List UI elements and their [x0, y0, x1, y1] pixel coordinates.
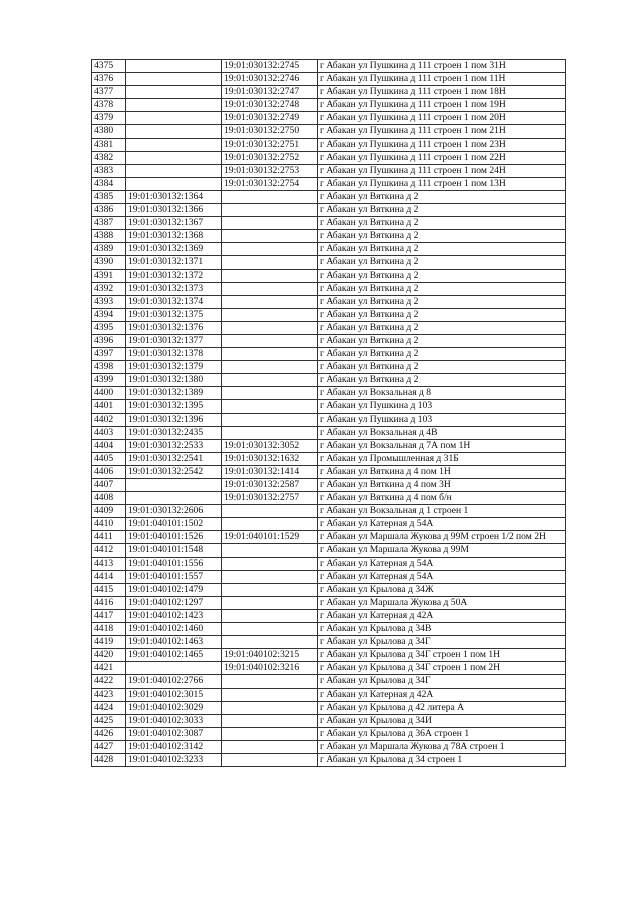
address-cell: г Абакан ул Крылова д 34Г: [318, 636, 566, 649]
building-cadastral-number-cell: [222, 701, 318, 714]
cadastral-number-cell: 19:01:030132:1389: [126, 387, 222, 400]
table-row: [92, 269, 566, 282]
building-cadastral-number-cell: [222, 596, 318, 609]
row-number-cell: 4391: [92, 269, 126, 282]
row-number-cell: 4403: [92, 426, 126, 439]
address-cell: г Абакан ул Пушкина д 111 строен 1 пом 23Н: [318, 138, 566, 151]
cadastral-number-cell: 19:01:030132:1371: [126, 256, 222, 269]
address-cell: г Абакан ул Пушкина д 111 строен 1 пом 22Н: [318, 151, 566, 164]
table-row: [92, 138, 566, 151]
row-number-cell: 4412: [92, 544, 126, 557]
cadastral-number-cell: [126, 60, 222, 73]
row-number-cell: 4378: [92, 99, 126, 112]
address-cell: г Абакан ул Пушкина д 111 строен 1 пом 20Н: [318, 112, 566, 125]
building-cadastral-number-cell: [222, 505, 318, 518]
document-page: [91, 59, 565, 767]
table-row: [92, 544, 566, 557]
cadastral-number-cell: 19:01:040102:3015: [126, 688, 222, 701]
address-cell: г Абакан ул Маршала Жукова д 99М: [318, 544, 566, 557]
table-row: [92, 609, 566, 622]
address-cell: г Абакан ул Пушкина д 111 строен 1 пом 13Н: [318, 177, 566, 190]
address-cell: г Абакан ул Вяткина д 2: [318, 269, 566, 282]
building-cadastral-number-cell: 19:01:030132:2746: [222, 73, 318, 86]
table-row: [92, 334, 566, 347]
building-cadastral-number-cell: [222, 269, 318, 282]
table-row: [92, 452, 566, 465]
address-cell: г Абакан ул Вяткина д 2: [318, 308, 566, 321]
building-cadastral-number-cell: 19:01:030132:1414: [222, 465, 318, 478]
table-row: [92, 675, 566, 688]
cadastral-number-cell: 19:01:040101:1526: [126, 531, 222, 544]
cadastral-number-cell: [126, 86, 222, 99]
cadastral-number-cell: 19:01:040102:1423: [126, 609, 222, 622]
cadastral-number-cell: 19:01:030132:2541: [126, 452, 222, 465]
address-cell: г Абакан ул Вокзальная д 4В: [318, 426, 566, 439]
building-cadastral-number-cell: [222, 623, 318, 636]
table-row: [92, 190, 566, 203]
cadastral-number-cell: [126, 125, 222, 138]
address-cell: г Абакан ул Промышленная д 31Б: [318, 452, 566, 465]
building-cadastral-number-cell: [222, 308, 318, 321]
cadastral-number-cell: 19:01:040102:1460: [126, 623, 222, 636]
cadastral-number-cell: 19:01:030132:1368: [126, 230, 222, 243]
row-number-cell: 4414: [92, 570, 126, 583]
table-row: [92, 413, 566, 426]
cadastral-number-cell: 19:01:030132:1377: [126, 334, 222, 347]
row-number-cell: 4402: [92, 413, 126, 426]
table-row: [92, 60, 566, 73]
building-cadastral-number-cell: [222, 230, 318, 243]
row-number-cell: 4418: [92, 623, 126, 636]
cadastral-number-cell: 19:01:030132:1369: [126, 243, 222, 256]
row-number-cell: 4427: [92, 740, 126, 753]
cadastral-number-cell: 19:01:040101:1502: [126, 518, 222, 531]
address-cell: г Абакан ул Вяткина д 4 пом 3Н: [318, 479, 566, 492]
table-row: [92, 596, 566, 609]
table-row: [92, 727, 566, 740]
row-number-cell: 4394: [92, 308, 126, 321]
row-number-cell: 4404: [92, 439, 126, 452]
property-register-table: [91, 59, 566, 767]
row-number-cell: 4392: [92, 282, 126, 295]
address-cell: г Абакан ул Маршала Жукова д 50А: [318, 596, 566, 609]
cadastral-number-cell: 19:01:030132:1379: [126, 361, 222, 374]
table-row: [92, 125, 566, 138]
cadastral-number-cell: [126, 479, 222, 492]
row-number-cell: 4425: [92, 714, 126, 727]
row-number-cell: 4382: [92, 151, 126, 164]
building-cadastral-number-cell: [222, 256, 318, 269]
building-cadastral-number-cell: [222, 714, 318, 727]
row-number-cell: 4419: [92, 636, 126, 649]
building-cadastral-number-cell: 19:01:040102:3215: [222, 649, 318, 662]
cadastral-number-cell: [126, 99, 222, 112]
table-row: [92, 531, 566, 544]
table-row: [92, 256, 566, 269]
building-cadastral-number-cell: 19:01:030132:2752: [222, 151, 318, 164]
row-number-cell: 4405: [92, 452, 126, 465]
building-cadastral-number-cell: 19:01:030132:2749: [222, 112, 318, 125]
row-number-cell: 4408: [92, 492, 126, 505]
address-cell: г Абакан ул Катерная д 54А: [318, 518, 566, 531]
building-cadastral-number-cell: [222, 361, 318, 374]
address-cell: г Абакан ул Вяткина д 2: [318, 361, 566, 374]
table-row: [92, 374, 566, 387]
cadastral-number-cell: [126, 151, 222, 164]
table-row: [92, 518, 566, 531]
building-cadastral-number-cell: 19:01:030132:1632: [222, 452, 318, 465]
cadastral-number-cell: 19:01:030132:2435: [126, 426, 222, 439]
address-cell: г Абакан ул Вяткина д 2: [318, 348, 566, 361]
row-number-cell: 4377: [92, 86, 126, 99]
cadastral-number-cell: 19:01:030132:1375: [126, 308, 222, 321]
row-number-cell: 4383: [92, 164, 126, 177]
building-cadastral-number-cell: [222, 374, 318, 387]
building-cadastral-number-cell: [222, 282, 318, 295]
building-cadastral-number-cell: [222, 413, 318, 426]
table-row: [92, 99, 566, 112]
address-cell: г Абакан ул Крылова д 36А строен 1: [318, 727, 566, 740]
row-number-cell: 4399: [92, 374, 126, 387]
row-number-cell: 4381: [92, 138, 126, 151]
address-cell: г Абакан ул Вяткина д 2: [318, 282, 566, 295]
cadastral-number-cell: 19:01:030132:2542: [126, 465, 222, 478]
building-cadastral-number-cell: [222, 688, 318, 701]
row-number-cell: 4411: [92, 531, 126, 544]
row-number-cell: 4420: [92, 649, 126, 662]
address-cell: г Абакан ул Вяткина д 2: [318, 334, 566, 347]
cadastral-number-cell: 19:01:030132:1364: [126, 190, 222, 203]
cadastral-number-cell: 19:01:030132:1396: [126, 413, 222, 426]
address-cell: г Абакан ул Крылова д 34Ж: [318, 583, 566, 596]
cadastral-number-cell: 19:01:030132:1374: [126, 295, 222, 308]
row-number-cell: 4406: [92, 465, 126, 478]
table-row: [92, 688, 566, 701]
address-cell: г Абакан ул Крылова д 34И: [318, 714, 566, 727]
table-row: [92, 753, 566, 766]
table-row: [92, 636, 566, 649]
address-cell: г Абакан ул Вяткина д 4 пом 1Н: [318, 465, 566, 478]
building-cadastral-number-cell: [222, 609, 318, 622]
cadastral-number-cell: [126, 177, 222, 190]
row-number-cell: 4428: [92, 753, 126, 766]
address-cell: г Абакан ул Пушкина д 103: [318, 413, 566, 426]
address-cell: г Абакан ул Катерная д 42А: [318, 609, 566, 622]
row-number-cell: 4385: [92, 190, 126, 203]
cadastral-number-cell: 19:01:030132:1395: [126, 400, 222, 413]
row-number-cell: 4390: [92, 256, 126, 269]
table-row: [92, 86, 566, 99]
table-row: [92, 439, 566, 452]
table-row: [92, 348, 566, 361]
address-cell: г Абакан ул Пушкина д 111 строен 1 пом 21Н: [318, 125, 566, 138]
row-number-cell: 4396: [92, 334, 126, 347]
row-number-cell: 4415: [92, 583, 126, 596]
address-cell: г Абакан ул Крылова д 34Г: [318, 675, 566, 688]
row-number-cell: 4421: [92, 662, 126, 675]
building-cadastral-number-cell: [222, 348, 318, 361]
table-row: [92, 662, 566, 675]
address-cell: г Абакан ул Пушкина д 111 строен 1 пом 19Н: [318, 99, 566, 112]
table-row: [92, 361, 566, 374]
row-number-cell: 4400: [92, 387, 126, 400]
row-number-cell: 4424: [92, 701, 126, 714]
table-row: [92, 426, 566, 439]
cadastral-number-cell: 19:01:040102:1297: [126, 596, 222, 609]
table-row: [92, 701, 566, 714]
row-number-cell: 4393: [92, 295, 126, 308]
address-cell: г Абакан ул Вяткина д 2: [318, 204, 566, 217]
building-cadastral-number-cell: 19:01:030132:2745: [222, 60, 318, 73]
building-cadastral-number-cell: 19:01:040102:3216: [222, 662, 318, 675]
row-number-cell: 4407: [92, 479, 126, 492]
address-cell: г Абакан ул Вяткина д 2: [318, 190, 566, 203]
address-cell: г Абакан ул Катерная д 42А: [318, 688, 566, 701]
row-number-cell: 4413: [92, 557, 126, 570]
cadastral-number-cell: 19:01:040102:1463: [126, 636, 222, 649]
table-row: [92, 177, 566, 190]
cadastral-number-cell: 19:01:030132:1373: [126, 282, 222, 295]
building-cadastral-number-cell: 19:01:030132:2751: [222, 138, 318, 151]
address-cell: г Абакан ул Пушкина д 103: [318, 400, 566, 413]
cadastral-number-cell: [126, 112, 222, 125]
table-row: [92, 479, 566, 492]
building-cadastral-number-cell: [222, 753, 318, 766]
building-cadastral-number-cell: 19:01:030132:2750: [222, 125, 318, 138]
address-cell: г Абакан ул Маршала Жукова д 99М строен 1/2 пом 2Н: [318, 531, 566, 544]
address-cell: г Абакан ул Крылова д 34Г строен 1 пом 1Н: [318, 649, 566, 662]
row-number-cell: 4416: [92, 596, 126, 609]
address-cell: г Абакан ул Катерная д 54А: [318, 570, 566, 583]
cadastral-number-cell: 19:01:040101:1557: [126, 570, 222, 583]
cadastral-number-cell: 19:01:040101:1556: [126, 557, 222, 570]
address-cell: г Абакан ул Катерная д 54А: [318, 557, 566, 570]
address-cell: г Абакан ул Крылова д 42 литера А: [318, 701, 566, 714]
building-cadastral-number-cell: [222, 570, 318, 583]
cadastral-number-cell: 19:01:040101:1548: [126, 544, 222, 557]
row-number-cell: 4422: [92, 675, 126, 688]
address-cell: г Абакан ул Вяткина д 2: [318, 217, 566, 230]
table-row: [92, 243, 566, 256]
cadastral-number-cell: 19:01:030132:2606: [126, 505, 222, 518]
building-cadastral-number-cell: 19:01:030132:2748: [222, 99, 318, 112]
address-cell: г Абакан ул Вокзальная д 1 строен 1: [318, 505, 566, 518]
address-cell: г Абакан ул Пушкина д 111 строен 1 пом 31Н: [318, 60, 566, 73]
table-row: [92, 308, 566, 321]
address-cell: г Абакан ул Вокзальная д 8: [318, 387, 566, 400]
building-cadastral-number-cell: [222, 321, 318, 334]
cadastral-number-cell: 19:01:030132:2533: [126, 439, 222, 452]
table-row: [92, 151, 566, 164]
row-number-cell: 4379: [92, 112, 126, 125]
table-row: [92, 714, 566, 727]
building-cadastral-number-cell: 19:01:030132:2747: [222, 86, 318, 99]
cadastral-number-cell: 19:01:040102:3033: [126, 714, 222, 727]
row-number-cell: 4386: [92, 204, 126, 217]
building-cadastral-number-cell: [222, 426, 318, 439]
cadastral-number-cell: [126, 73, 222, 86]
row-number-cell: 4375: [92, 60, 126, 73]
row-number-cell: 4417: [92, 609, 126, 622]
table-row: [92, 623, 566, 636]
building-cadastral-number-cell: [222, 740, 318, 753]
row-number-cell: 4423: [92, 688, 126, 701]
cadastral-number-cell: 19:01:030132:1378: [126, 348, 222, 361]
row-number-cell: 4387: [92, 217, 126, 230]
table-row: [92, 164, 566, 177]
cadastral-number-cell: 19:01:030132:1367: [126, 217, 222, 230]
table-row: [92, 740, 566, 753]
building-cadastral-number-cell: [222, 727, 318, 740]
row-number-cell: 4384: [92, 177, 126, 190]
building-cadastral-number-cell: [222, 295, 318, 308]
table-row: [92, 557, 566, 570]
building-cadastral-number-cell: [222, 217, 318, 230]
building-cadastral-number-cell: [222, 636, 318, 649]
building-cadastral-number-cell: [222, 190, 318, 203]
building-cadastral-number-cell: [222, 243, 318, 256]
building-cadastral-number-cell: [222, 400, 318, 413]
table-row: [92, 505, 566, 518]
table-row: [92, 204, 566, 217]
table-row: [92, 570, 566, 583]
cadastral-number-cell: 19:01:040102:3087: [126, 727, 222, 740]
table-row: [92, 295, 566, 308]
table-row: [92, 230, 566, 243]
row-number-cell: 4397: [92, 348, 126, 361]
building-cadastral-number-cell: [222, 557, 318, 570]
row-number-cell: 4409: [92, 505, 126, 518]
row-number-cell: 4389: [92, 243, 126, 256]
building-cadastral-number-cell: [222, 204, 318, 217]
cadastral-number-cell: 19:01:040102:2766: [126, 675, 222, 688]
building-cadastral-number-cell: [222, 518, 318, 531]
cadastral-number-cell: 19:01:030132:1366: [126, 204, 222, 217]
table-row: [92, 73, 566, 86]
row-number-cell: 4410: [92, 518, 126, 531]
row-number-cell: 4388: [92, 230, 126, 243]
building-cadastral-number-cell: [222, 583, 318, 596]
row-number-cell: 4401: [92, 400, 126, 413]
building-cadastral-number-cell: [222, 387, 318, 400]
address-cell: г Абакан ул Пушкина д 111 строен 1 пом 18Н: [318, 86, 566, 99]
cadastral-number-cell: [126, 492, 222, 505]
table-row: [92, 465, 566, 478]
building-cadastral-number-cell: [222, 544, 318, 557]
building-cadastral-number-cell: 19:01:030132:2587: [222, 479, 318, 492]
address-cell: г Абакан ул Вяткина д 2: [318, 321, 566, 334]
address-cell: г Абакан ул Вяткина д 2: [318, 374, 566, 387]
cadastral-number-cell: [126, 662, 222, 675]
building-cadastral-number-cell: 19:01:040101:1529: [222, 531, 318, 544]
table-row: [92, 387, 566, 400]
address-cell: г Абакан ул Вокзальная д 7А пом 1Н: [318, 439, 566, 452]
row-number-cell: 4398: [92, 361, 126, 374]
table-row: [92, 282, 566, 295]
cadastral-number-cell: 19:01:030132:1376: [126, 321, 222, 334]
row-number-cell: 4380: [92, 125, 126, 138]
address-cell: г Абакан ул Пушкина д 111 строен 1 пом 11Н: [318, 73, 566, 86]
table-row: [92, 321, 566, 334]
address-cell: г Абакан ул Вяткина д 4 пом б/н: [318, 492, 566, 505]
address-cell: г Абакан ул Вяткина д 2: [318, 256, 566, 269]
cadastral-number-cell: 19:01:040102:3142: [126, 740, 222, 753]
table-row: [92, 112, 566, 125]
building-cadastral-number-cell: 19:01:030132:2753: [222, 164, 318, 177]
building-cadastral-number-cell: [222, 334, 318, 347]
address-cell: г Абакан ул Вяткина д 2: [318, 295, 566, 308]
address-cell: г Абакан ул Крылова д 34Г строен 1 пом 2Н: [318, 662, 566, 675]
address-cell: г Абакан ул Крылова д 34 строен 1: [318, 753, 566, 766]
building-cadastral-number-cell: 19:01:030132:2757: [222, 492, 318, 505]
address-cell: г Абакан ул Маршала Жукова д 78А строен 1: [318, 740, 566, 753]
table-row: [92, 217, 566, 230]
table-row: [92, 492, 566, 505]
building-cadastral-number-cell: [222, 675, 318, 688]
table-row: [92, 583, 566, 596]
cadastral-number-cell: 19:01:040102:1479: [126, 583, 222, 596]
building-cadastral-number-cell: 19:01:030132:3052: [222, 439, 318, 452]
row-number-cell: 4395: [92, 321, 126, 334]
building-cadastral-number-cell: 19:01:030132:2754: [222, 177, 318, 190]
table-row: [92, 400, 566, 413]
cadastral-number-cell: [126, 138, 222, 151]
cadastral-number-cell: 19:01:030132:1372: [126, 269, 222, 282]
address-cell: г Абакан ул Вяткина д 2: [318, 230, 566, 243]
row-number-cell: 4426: [92, 727, 126, 740]
cadastral-number-cell: 19:01:040102:3029: [126, 701, 222, 714]
cadastral-number-cell: 19:01:040102:1465: [126, 649, 222, 662]
address-cell: г Абакан ул Пушкина д 111 строен 1 пом 24Н: [318, 164, 566, 177]
register-table-body: [92, 60, 566, 767]
address-cell: г Абакан ул Крылова д 34В: [318, 623, 566, 636]
cadastral-number-cell: 19:01:030132:1380: [126, 374, 222, 387]
cadastral-number-cell: 19:01:040102:3233: [126, 753, 222, 766]
row-number-cell: 4376: [92, 73, 126, 86]
table-row: [92, 649, 566, 662]
address-cell: г Абакан ул Вяткина д 2: [318, 243, 566, 256]
cadastral-number-cell: [126, 164, 222, 177]
